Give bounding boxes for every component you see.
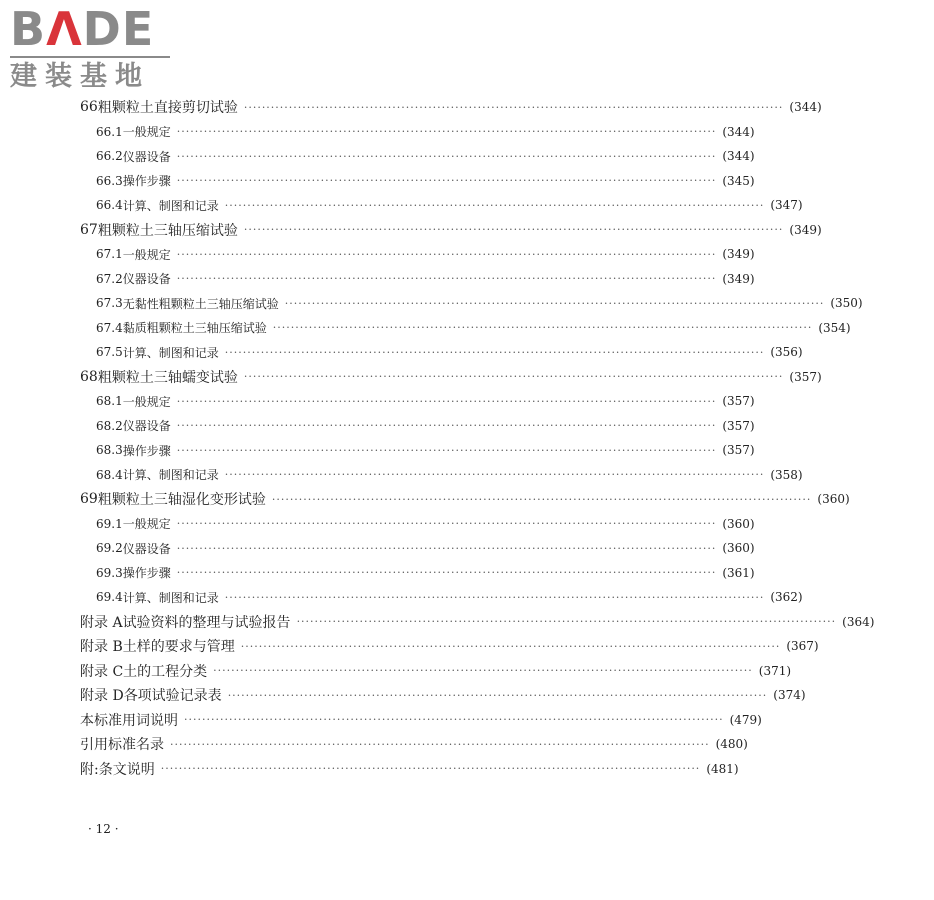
toc-entry[interactable] xyxy=(0,438,755,462)
logo-wordmark: BΛDE xyxy=(10,2,155,56)
toc-entry-title: 粗颗粒土直接剪切试验 xyxy=(97,100,238,116)
toc-entry-number: 67.1 xyxy=(96,247,123,261)
toc-entry-title: 土的工程分类 xyxy=(123,663,208,680)
toc-entry[interactable] xyxy=(0,414,755,438)
toc-entry-page: (354) xyxy=(818,320,851,335)
toc-entry-page: (360) xyxy=(817,492,850,506)
toc-entry-title: 黏质粗颗粒土三轴压缩试验 xyxy=(122,321,267,335)
toc-entry-title: 一般规定 xyxy=(122,517,171,531)
toc-entry-title: 粗颗粒土三轴压缩试验 xyxy=(97,222,238,239)
toc-entry-number: 66 xyxy=(80,99,98,115)
toc-entry-number: 66.4 xyxy=(96,198,123,212)
toc-entry-title: 操作步骤 xyxy=(122,443,171,458)
toc-leader-dots: ························································································································ xyxy=(176,394,717,408)
toc-entry[interactable] xyxy=(0,316,851,340)
toc-entry-page: (357) xyxy=(722,418,755,433)
toc-entry-page: (360) xyxy=(722,516,755,531)
page-number: · 12 · xyxy=(88,822,119,836)
toc-entry-page: (349) xyxy=(789,222,822,237)
toc-entry-number: 67.5 xyxy=(96,345,123,359)
toc-leader-dots: ························································································································ xyxy=(224,468,765,481)
toc-entry-number: 附录 C xyxy=(80,663,124,680)
toc-entry[interactable] xyxy=(0,561,755,585)
toc-entry-title: 引用标准名录 xyxy=(80,737,164,753)
toc-leader-dots: ························································································································ xyxy=(176,247,717,261)
toc-leader-dots: ························································································································ xyxy=(176,149,717,163)
toc-entry[interactable] xyxy=(0,659,792,683)
toc-entry-title: 仪器设备 xyxy=(122,149,171,164)
toc-leader-dots: ························································································································ xyxy=(243,100,784,114)
toc-entry-title: 仪器设备 xyxy=(122,419,171,433)
toc-entry-page: (479) xyxy=(729,712,762,727)
toc-entry-title: 计算、制图和记录 xyxy=(122,468,219,482)
toc-entry[interactable] xyxy=(0,487,850,511)
toc-entry[interactable] xyxy=(0,512,755,536)
toc-entry-title: 操作步骤 xyxy=(122,174,171,188)
toc-entry-page: (367) xyxy=(786,639,819,653)
toc-entry[interactable] xyxy=(0,169,755,193)
toc-entry[interactable] xyxy=(0,291,863,315)
toc-entry[interactable] xyxy=(0,463,803,487)
toc-entry[interactable] xyxy=(0,757,739,781)
toc-entry-number: 68.4 xyxy=(96,467,123,482)
toc-leader-dots: ························································································································ xyxy=(224,198,765,212)
logo-divider xyxy=(10,56,170,58)
toc-entry-number: 附录 A xyxy=(80,614,123,631)
toc-leader-dots: ························································································································ xyxy=(176,443,717,457)
brand-logo xyxy=(10,4,180,92)
toc-entry-title: 试验资料的整理与试验报告 xyxy=(122,614,291,631)
toc-entry-page: (362) xyxy=(770,590,803,604)
toc-leader-dots: ························································································································ xyxy=(213,664,753,677)
toc-entry[interactable] xyxy=(0,365,822,389)
toc-leader-dots: ························································································································ xyxy=(296,615,837,628)
toc-entry-page: (357) xyxy=(722,443,755,457)
toc-entry[interactable] xyxy=(0,634,819,658)
toc-leader-dots: ························································································································ xyxy=(240,639,781,653)
toc-leader-dots: ························································································································ xyxy=(176,566,717,579)
toc-entry-number: 68.1 xyxy=(96,394,123,408)
toc-leader-dots: ························································································································ xyxy=(184,713,724,726)
toc-entry[interactable] xyxy=(0,218,822,242)
toc-entry-page: (360) xyxy=(722,541,755,555)
toc-entry-title: 一般规定 xyxy=(122,247,171,262)
toc-leader-dots: ························································································································ xyxy=(243,223,784,236)
toc-leader-dots: ························································································································ xyxy=(176,517,717,530)
toc-entry-title: 计算、制图和记录 xyxy=(122,345,219,360)
toc-entry-page: (358) xyxy=(770,467,803,482)
toc-leader-dots: ························································································································ xyxy=(243,370,784,383)
toc-entry-number: 69.4 xyxy=(96,590,123,604)
toc-entry-page: (345) xyxy=(722,173,755,188)
toc-entry-number: 附录 D xyxy=(80,688,124,704)
toc-entry-page: (356) xyxy=(770,345,803,359)
toc-entry-page: (357) xyxy=(789,369,822,384)
toc-leader-dots: ························································································································ xyxy=(160,762,701,775)
toc-entry-page: (350) xyxy=(830,296,863,310)
toc-leader-dots: ························································································································ xyxy=(170,737,710,751)
toc-entry-number: 69.1 xyxy=(96,516,123,531)
toc-entry[interactable] xyxy=(0,242,755,266)
toc-entry-number: 66.2 xyxy=(96,149,123,163)
toc-leader-dots: ························································································································ xyxy=(271,492,812,506)
toc-entry-page: (349) xyxy=(722,247,755,261)
toc-entry-page: (481) xyxy=(706,761,739,776)
toc-entry-title: 一般规定 xyxy=(122,125,171,139)
toc-leader-dots: ························································································································ xyxy=(176,174,717,187)
toc-entry-title: 无黏性粗颗粒土三轴压缩试验 xyxy=(122,296,279,311)
toc-entry[interactable] xyxy=(0,708,762,732)
toc-entry-number: 67.3 xyxy=(96,296,123,310)
toc-entry[interactable] xyxy=(0,732,748,756)
toc-entry-number: 69.3 xyxy=(96,565,123,580)
toc-entry-number: 67.2 xyxy=(96,271,123,286)
toc-leader-dots: ························································································································ xyxy=(272,321,813,334)
toc-entry[interactable] xyxy=(0,683,806,707)
toc-entry-page: (357) xyxy=(722,394,755,408)
toc-entry-page: (344) xyxy=(722,149,755,163)
toc-entry-page: (371) xyxy=(758,663,792,678)
toc-entry-page: (361) xyxy=(722,565,755,580)
toc-entry-number: 66.1 xyxy=(96,124,123,139)
toc-entry[interactable] xyxy=(0,610,875,634)
toc-entry-number: 附录 B xyxy=(80,639,123,655)
toc-entry-title: 粗颗粒土三轴蠕变试验 xyxy=(97,369,238,386)
toc-entry-title: 操作步骤 xyxy=(122,566,171,580)
toc-entry[interactable] xyxy=(0,193,803,217)
toc-leader-dots: ························································································································ xyxy=(224,590,765,604)
toc-entry-number: 69 xyxy=(80,491,98,507)
toc-entry-title: 一般规定 xyxy=(122,394,171,409)
toc-entry-title: 仪器设备 xyxy=(122,272,171,286)
toc-entry-title: 仪器设备 xyxy=(122,541,171,556)
toc-entry-title: 各项试验记录表 xyxy=(123,688,222,704)
logo-subtitle: 建装基地 xyxy=(10,61,150,92)
toc-entry-page: (364) xyxy=(842,614,875,629)
toc-leader-dots: ························································································································ xyxy=(176,541,717,555)
toc-entry-page: (480) xyxy=(715,737,748,751)
toc-entry[interactable] xyxy=(0,389,755,413)
toc-entry[interactable] xyxy=(0,536,755,560)
toc-leader-dots: ························································································································ xyxy=(176,272,717,285)
toc-entry[interactable] xyxy=(0,120,755,144)
toc-entry[interactable] xyxy=(0,267,755,291)
toc-entry-title: 土样的要求与管理 xyxy=(122,639,235,655)
toc-entry[interactable] xyxy=(0,340,803,364)
toc-entry[interactable] xyxy=(0,585,803,609)
toc-leader-dots: ························································································································ xyxy=(176,419,717,432)
toc-entry-title: 本标准用词说明 xyxy=(80,712,178,729)
toc-entry-number: 68 xyxy=(80,368,98,385)
toc-entry-title: 计算、制图和记录 xyxy=(122,198,219,213)
toc-entry-title: 附:条文说明 xyxy=(80,761,155,778)
toc-leader-dots: ························································································································ xyxy=(224,345,765,359)
toc-entry-number: 66.3 xyxy=(96,173,123,188)
toc-entry-number: 67.4 xyxy=(96,320,123,335)
toc-entry[interactable] xyxy=(0,95,822,119)
toc-entry-number: 68.2 xyxy=(96,418,123,433)
toc-leader-dots: ························································································································ xyxy=(176,125,717,138)
toc-entry-title: 粗颗粒土三轴湿化变形试验 xyxy=(97,492,266,508)
toc-entry[interactable] xyxy=(0,144,755,168)
toc-entry-page: (374) xyxy=(773,688,806,702)
toc-entry-page: (344) xyxy=(722,124,755,139)
toc-entry-page: (349) xyxy=(722,271,755,286)
toc-entry-page: (344) xyxy=(789,100,822,114)
toc-entry-page: (347) xyxy=(770,198,803,212)
toc-leader-dots: ························································································································ xyxy=(227,688,768,702)
toc-leader-dots: ························································································································ xyxy=(284,296,825,310)
toc-entry-title: 计算、制图和记录 xyxy=(122,590,219,605)
toc-entry-number: 68.3 xyxy=(96,443,123,457)
toc-entry-number: 67 xyxy=(80,221,98,238)
toc-entry-number: 69.2 xyxy=(96,541,123,555)
